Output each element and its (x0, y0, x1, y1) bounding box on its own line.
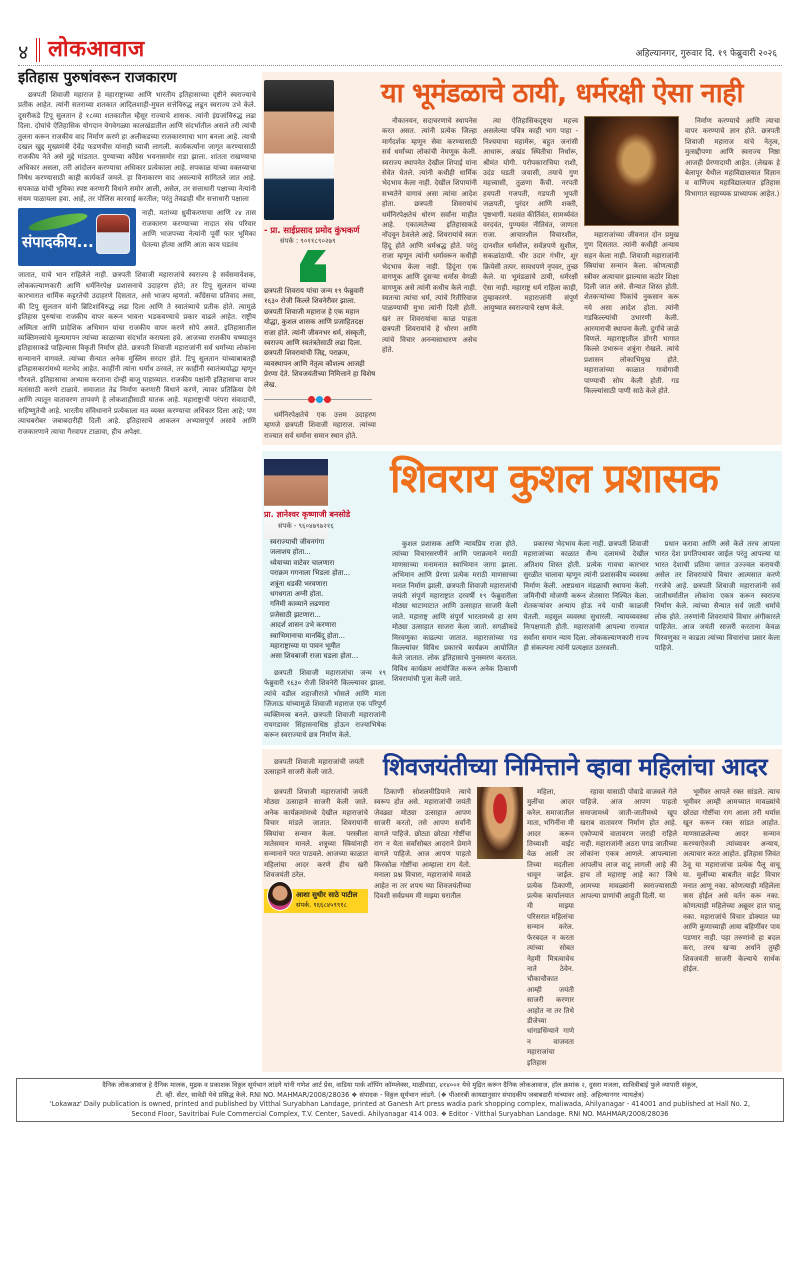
article-2-col-3 (523, 539, 648, 653)
paragraph: रहावा यासाठी पोवाडे वाजवले गेले पाहिजे. आज आपण पाहतो समाजामध्ये जाती-जातीमध्ये खूप खराब वातावरण निर्माण होत आहे. एकोप्याचे वातावरण जराही राहिले नाही. महाराजांनी अठरा पगड जातीच्या लोकांना एकत्र आणले. आपल्याला आपलीच लाज वाटू लागली आहे की हाच तो महाराष्ट्र आहे का? जिथे आमच्या मावळ्यांनी स्वराज्यासाठी आपल्या प्राणांची आहुती दिली. या (580, 788, 677, 901)
poem-line: शत्रूंना धडकी भरवणारा (270, 579, 328, 588)
paragraph: छत्रपती शिवाजी महाराजांची जयंती मोठ्या उत्साहाने साजरी केली जाते. अनेक कार्यक्रमांमध्ये देखील महाराजांचे विचार मांडले जातात. शिवरायांनी स्त्रियांचा सन्मान केला. परस्त्रीला मातेसमान मानले. शत्रूच्या स्त्रियांनाही सन्मानाने परत पाठवले. आजच्या काळात महिलांचा आदर करणे हीच खरी शिवजयंती ठरेल. (264, 788, 368, 880)
article-2-headline: शिवराय कुशल प्रशासक (390, 456, 718, 502)
inkpot-icon (96, 214, 130, 254)
dot-red (308, 396, 315, 403)
paragraph: प्रधान करावा आणि असे केले तरच आपला भारत देश प्रगतिपथावर जाईल परंतु आपल्या या भारत देशाची प्रतिमा जगात उज्ज्वल करायची असेल तर शिवरायांचे विचार आत्मसात करणे गरजेचे आहे. छत्रपती शिवाजी महाराजांनी सर्व जातीधर्मातील लोकांना एकत्र करून स्वराज्य निर्माण केले. त्यांच्या सैन्यात सर्व जाती धर्माचे लोक होते. तरुणांनी शिवरायांचे विचार अंगीकारले पाहिजेत. आज जयंती साजरी करताना केवळ मिरवणुका न काढता त्यांच्या विचारांचा प्रसार केला पाहिजे. (654, 540, 780, 653)
poem-line: गनिमी काव्याने लढणारा (270, 600, 330, 609)
poem-line: ध्येयाच्या वाटेवर चालणारा (270, 558, 335, 567)
paragraph: त्या ऐतिहासिकदृष्ट्या महत्त्व असलेल्या पवित्र काही भाग पाहा - निश्चयाचा महामेरू, बहुत जनांसी आधारू, अखंड स्थितीचा निर्धारू, श्रीमंत योगी. परोपकाराचिया राशी, उदंड घडती जयासी, तयाचे गुण महत्त्वासी, तुळणा कैंची. नरपती हयपती गजपती, गडपती भूपती जळपती, पुरंदर आणि शक्ती, पृष्ठभागी. यशवंत कीर्तिवंत, सामर्थ्यवंत वरदवंत, पुण्यवंत नीतिवंत, जाणता राजा. आचारशील विचारशील, दानशील धर्मशील, सर्वज्ञपणे सुशील, सकळांठायी. धीर उदार गंभीर, शूर क्रियेसी तत्पर. सावधपणे नृपवर, तुच्छ केले. या भूमंडळाचे ठायी, धर्मरक्षी ऐसा नाही. महाराष्ट्र धर्म राहिला काही, तुम्हाकारणे. महाराजांनी संपूर्ण आयुष्यात स्वराज्याचे रक्षण केले. (483, 117, 578, 313)
imprint-line: टी. व्ही. सेंटर, सावेडी येथे प्रसिद्ध केले. RNI NO. MAHMAR/2008/28036 ❖ संपादक - विठ्ठल सूर्यभान लांडगे. (❖ पीआरबी कायद्यानुसार संपादकीय जबाबदारी यांच्यावर आहे. अहिल्यानगर न्यायक्षेत्र) (156, 1090, 644, 1099)
masthead-divider (36, 38, 40, 62)
poem-line: असा शिवबाजी राजा घडला होता... (270, 652, 359, 661)
poem (264, 537, 386, 662)
poem-line: आदर्श शासन उभे करणारा (270, 621, 337, 630)
article-mahila-aadar (262, 749, 782, 1072)
author-badge (264, 889, 368, 913)
poem-line: जलाशय होता... (270, 548, 311, 557)
editorial-body-top (18, 90, 256, 204)
article-1-col-4-wrap (584, 116, 679, 397)
imprint-line: 'Lokawaz' Daily publication is owned, printed and published by Vitthal Suryabhan Landage, printed at Ganesh Art press wadia park shopping complex, maliwada, Ahilyanagar - 414001 and published at Hall No. 2, (49, 1100, 751, 1109)
editorial-body-bottom (18, 270, 256, 437)
author-photo (264, 80, 334, 220)
article-2-columns (264, 510, 780, 741)
poem-line: धगधगता अग्नी होता. (270, 590, 324, 599)
peacock-feather-icon (27, 210, 88, 234)
author-contact: संपर्क : ९०११८९०२७९ (280, 237, 336, 245)
author-name: प्रा. ज्ञानेश्वर कृष्णाजी बनसोडे (264, 510, 351, 519)
author-contact: संपर्क. ९६६८४५९९१८ (296, 900, 348, 909)
article-3-col-3 (527, 787, 574, 1068)
paragraph: भूमीवर आपले रक्त सांडले. त्याच भूमीवर आम्ही आमच्यात मावळ्यांचे छोट्या गोष्टींचा राग आला तरी थर्यास खून करून रक्त सांडत आहोत. माणसाळलेल्या आदर सन्मान करण्याऐवजी त्यांच्यावर अन्याय, अत्याचार करत आहोत. इतिहास जिवंत ठेवू या महाराजांचा प्रत्येक पैलू वाचू या. मुलींच्या बाबतीत वाईट विचार मनात आणू नका. कोणत्याही महिलेला त्रास होईल असे वर्तन करू नका. कोणत्याही महिलेच्या अब्रूवर हात घालू नका. महाराजांचे विचार डोक्यात घ्या आणि कुणाच्याही आया बहिणींवर पाय पडणार नाही. पहा तरुणांनो हा बदल करा, तरच खऱ्या अर्थाने तुम्ही शिवजयंती साजरी केल्याचे सार्थक होईल. (683, 788, 780, 973)
article-1-col-2 (382, 116, 477, 355)
article-1-headline: या भूमंडळाचे ठायी, धर्मरक्षी ऐसा नाही (380, 78, 744, 109)
article-2-col-1 (264, 668, 386, 741)
editorial-headline: इतिहास पुरुषांवरून राजकारण (18, 70, 177, 86)
paragraph: नाही. मतांच्या ध्रुवीकरणाचा आणि २४ तास राजकारण करण्याच्या नादात संघ परिवार आणि भाजपच्या नेत्यांनी पूर्वी फार भूमिका घेतल्या होत्या आणि आता काय घडतंय (142, 209, 256, 249)
paragraph: धर्मनिरपेक्षतेचे एक उत्तम उदाहरण म्हणजे छत्रपती शिवाजी महाराज. त्यांच्या राज्यात सर्व धर्मांना समान स्थान होते. (264, 411, 376, 440)
article-3-columns (264, 787, 780, 1068)
imprint-line: Second Floor, Savitribai Fule Commercial Complex, T.V. Center, Savedi. Ahilyanagar 414 003. ❖ Editor - Vitthal Suryabhan Landage. RNI NO. MAHMAR/2008/28036 (131, 1109, 669, 1118)
dot-blue (316, 396, 323, 403)
article-1-columns (264, 116, 780, 441)
paragraph: नौकानयन, सदाचरणाचे स्थापनेस करत असत. त्यांनी प्रत्येक जिल्हा मार्गदर्शक म्हणून सेवा करण्यासाठी सर्व धर्मांच्या लोकांची नेमणूक केली. स्वराज्य स्थापनेत देखील शिपाई यांना सेवेत घेतले. त्यांनी कधीही धार्मिक भेदभाव केला नाही. देखील शिपायांनी सभ्यतेने वागावं असा त्यांचा आदेश होता. छत्रपती शिवरायांचं धर्मनिरपेक्षतेचं धोरण सर्वांना माहीत आहे. एकात्मतेच्या इतिहासाकडे नोंदवून ठेवलेले आहे. शिवरायांचे स्वतः हिंदू होते आणि धर्मश्रद्ध होते. परंतु राजा म्हणून त्यांनी धर्मावरून कधीही भेदभाव केला नाही. हिंदूंना एक वागणूक आणि दुसऱ्या धर्मास वेगळी वागणूक असे त्यांनी कधीच केले नाही. स्वतःचा त्यांचा धर्म, त्यांचे रितीरिवाज पाळण्याची मुभा त्यांनी दिली होती. खरं तर शिवरायांचा काळ पाहता छत्रपती शिवरायांचे हे धोरण आणि त्यांचे विचार अनन्यसाधारण असेच होते. (382, 117, 477, 354)
editorial-label: संपादकीय... (22, 233, 94, 252)
paragraph: जातात, याचे भान राहिलेले नाही. छत्रपती शिवाजी महाराजांचे स्वराज्य हे सर्वसमावेशक, लोककल्याणकारी आणि धर्मनिरपेक्ष प्रशासनाचे उदाहरण होते; तर टिपू सुलतान यांच्या कारभारात धार्मिक कट्टरतेची उदाहरणे दिसतात, असे भाजप म्हणतो. काँग्रेसचा प्रतिवाद असा, की टिपू सुलतान यांनी ब्रिटिशांविरुद्ध लढा दिला आणि ते स्वातंत्र्याचे प्रतीक होते. त्यामुळे इतिहास पुरुषांचा राजकीय वापर करून भावना भडकवण्याचे प्रकार वाढले आहेत. राष्ट्रीय अस्मिता आणि प्रादेशिक अभिमान यांचा राजकीय वापर करणे सोपे असते. इतिहासातील व्यक्तिमत्त्वांचे मूल्यमापन त्यांच्या काळाच्या संदर्भात करायला हवे. आजच्या राजकीय चष्म्यातून इतिहासाकडे पाहिल्यास विकृती निर्माण होते. छत्रपती शिवाजी महाराजांनी सर्व धर्मांच्या लोकांना सन्मानाने वागवले. त्यांच्या सैन्यात अनेक मुस्लिम सरदार होते. टिपू सुलतान यांच्याबाबतही इतिहासकारांमध्ये मतभेद आहेत. काहींनी त्यांना धर्मांध ठरवले, तर काहींनी स्वातंत्र्ययोद्धा म्हणून गौरवले. इतिहासाचा अभ्यास करताना दोन्ही बाजू पाहाव्यात. राजकीय पक्षांनी इतिहासाचा वापर मतांसाठी करणे टाळावे. समाजात तेढ निर्माण करणारी विधाने करणे, त्यावर प्रतिक्रिया देणे आणि त्यातून वातावरण तापवणे हे लोकशाहीसाठी घातक आहे. महाराष्ट्राची परंपरा संवादाची, सहिष्णुतेची आहे. भारतीय संविधानाने प्रत्येकाला मत व्यक्त करण्याचा अधिकार दिला आहे; पण त्याचबरोबर जबाबदारीही दिली आहे. इतिहासाचे आकलन अभ्यासपूर्ण असावे आणि राजकारणाने त्याचा गैरवापर टाळावा, हीच अपेक्षा. (18, 271, 256, 436)
article-3-intro (264, 757, 364, 778)
article-3-col-4 (580, 787, 677, 901)
paragraph: छत्रपती शिवाजी महाराजांची जयंती उत्साहाने साजरी केली जाते. (264, 757, 364, 776)
poem-line: पराक्रम गगनाला भिडला होता... (270, 569, 351, 578)
editorial-row (18, 208, 256, 266)
page-number: ४ (18, 40, 29, 64)
pull-quote: छत्रपती शिवराय यांचा जन्म १९ फेब्रुवारी १६३० रोजी किल्ले शिवनेरीवर झाला. छत्रपती शिवाजी महाराज हे एक महान योद्धा, कुशल शासक आणि प्रजाहितदक्ष राजा होते. त्यांनी जीवनभर धर्म, संस्कृती, स्वराज्य आणि स्वतंत्रतेसाठी लढा दिला. छत्रपती शिवरायांची जिद्द, पराक्रम, व्यवस्थापन आणि नेतृत्व कौशल्य आजही प्रेरणा देते. शिवजयंतीच्या निमित्ताने हा विशेष लेख. (264, 287, 376, 389)
paragraph: कुशल प्रशासक आणि न्यायप्रिय राजा होते. त्यांच्या विचारसरणीने आणि पराक्रमाने मराठी माणसाच्या मनामनात स्वाभिमान जागा झाला. अभिमान आणि प्रेरणा प्रत्येक मराठी माणसाच्या मनात निर्माण झाली. छत्रपती शिवाजी महाराजांची जयंती संपूर्ण महाराष्ट्रात दरवर्षी १९ फेब्रुवारीला मोठ्या थाटामाटात आणि उत्साहात साजरी केली जाते. महाराष्ट्र आणि संपूर्ण भारतामध्ये हा सण मोठ्या उत्साहात साजरा केला जातो. सगळीकडे मिरवणुका काढल्या जातात. महाराजांच्या गड किल्ल्यांवर विविध प्रकारचे कार्यक्रम आयोजित केले जातात. लोक इतिहासाचे पुनस्मरण करतात. विविध कार्यक्रम आयोजित करून अनेक ठिकाणी शिवरायांची पूजा केली जाते. (392, 540, 518, 684)
editorial-column (18, 68, 256, 437)
author-photo (267, 881, 293, 911)
article-1-col-5 (685, 116, 780, 199)
article-3-col-3-wrap (477, 787, 574, 1068)
newspaper-logo: लोकआवाज (48, 37, 145, 62)
article-2-sidebar (264, 509, 386, 741)
poem-line: स्वराज्याची जीवनगंगा (270, 538, 325, 546)
editorial-side-text (142, 208, 256, 266)
paragraph: ठिकाणी सोशलमीडियाने त्याचे स्वरूप होत असे. महाराजांची जयंती जेवढ्या मोठ्या उत्साहात आपण साजरी करतो, तसे आपण सर्वांनी वागले पाहिजे. छोट्या छोट्या गोष्टींचा राग न येता सर्वांसोबत आदराने प्रेमाने वागले पाहिजे. आज आपण पाहतो किरकोळ गोष्टींचा आम्हाला राग येतो. मनाला प्रश्न विचारा, महाराजांचे मावळे आहेत ना तर शपथ घ्या शिवजयंतीच्या दिवशी सर्वप्रथम मी माझ्या घरातील (374, 788, 471, 901)
author-name: आशा सुधीर साठे पाटील (296, 890, 358, 899)
paragraph: महिला, मुलींचा आदर करेल. समाजातील माता, भगिनींना मी आदर करून तिच्याशी वाईट वेळ आली तर तिच्या मदतीला धावून जाईल. प्रत्येक ठिकाणी, प्रत्येक कार्यालयात मी माझ्या परिसरात महिलांचा सन्मान करेल. फेरबदल न करता त्यांच्या सोबत नेहमी मित्रत्वाचेच नाते ठेवेन. चौकाचौकात आम्ही जयंती साजरी करणार आहोत ना तर तिथे डीजेच्या धांगडधिंग्याने गाणे न वाजवता महाराजांचा इतिहास (527, 788, 574, 1067)
article-3-col-1 (264, 787, 368, 881)
article-3-headline: शिवजयंतीच्या निमित्ताने व्हावा महिलांचा आदर (382, 753, 768, 781)
editorial-banner (18, 208, 136, 266)
paragraph: छत्रपती शिवाजी महाराज हे महाराष्ट्राच्या आणि भारतीय इतिहासाच्या दृष्टीने स्वराज्याचे प्रतीक आहेत. त्यांनी सतराव्या शतकात आदिलशाही-मुघल सत्तेविरुद्ध लढून स्वराज्य उभे केले. दुसरीकडे टिपू सुलतान हे १८व्या शतकातील म्हैसूर राज्याचे शासक. त्यांनी इंग्रजांविरुद्ध लढा दिला. दोघांचे ऐतिहासिक योगदान वेगवेगळ्या कालखंडातील आणि संदर्भातील असले तरी त्यांची तुलना करून राजकीय वाद निर्माण करणे हा अलीकडच्या राजकारणाचा भाग बनला आहे. त्याची दखल खुद्द मुख्यमंत्री देवेंद्र फडणवीस यांनाही घ्यावी लागली. कार्यकर्त्यांना जागृत करण्यासाठी राजकीय नेते असे मुद्दे मांडतात. पुण्याच्या काँग्रेस भवनासमोर राडा झाला. शांतता राखण्याचा अधिकार असला, तरी आंदोलन करण्याचा अधिकार प्रत्येकाला आहे. सपकाळ यांच्या वक्तव्याचा निषेध करण्यासाठी काही कार्यकर्ते जमले. हा विनाकारण वाद असल्याचे सांगितले जात आहे. सपकाळ यांची भूमिका स्पष्ट करणारी विधाने समोर आली, असेल, तर सत्ताधारी पक्षाच्या नेत्यांनी संयम पाळायला हवा. आहे, तर पोलिस कारवाई करतील; परंतु तेवढाही धीर सत्ताधारी पक्षाला (18, 91, 256, 204)
article-kushal-prashasak (262, 451, 782, 745)
paragraph: प्रकारचा भेदभाव केला नाही. छत्रपती शिवाजी महाराजांच्या काळात सैन्य दलामध्ये देखील अतिशय शिस्त होती. प्रत्येक गावचा कारभार सुरळीत चालावा म्हणून त्यांनी प्रशासकीय व्यवस्था निर्माण केली. अष्टप्रधान मंडळाची स्थापना केली. जमिनीची मोजणी करून शेतसारा निश्चित केला. शेतकऱ्यांवर अन्याय होऊ नये याची काळजी घेतली. महसूल व्यवस्था सुधारली. न्यायव्यवस्था निःपक्षपाती होती. महाराजांनी आपल्या राज्यात सर्वांना समान न्याय दिला. लोककल्याणकारी राज्य ही संकल्पना त्यांनी प्रत्यक्षात उतरवली. (523, 540, 649, 653)
author-name: - प्रा. साईप्रसाद प्रमोद कुंभकर्ण (264, 225, 360, 235)
dots-divider (264, 396, 372, 404)
article-3-col-2 (374, 787, 471, 901)
article-1-col-1 (264, 410, 376, 441)
article-3-sidebar (264, 787, 368, 913)
imprint-line: दैनिक लोकआवाज हे दैनिक मालक, मुद्रक व प्रकाशक विठ्ठल सूर्यभान लांडगे यांनी गणेश आर्ट प्रेस, वाडिया पार्क शॉपिंग कॉम्प्लेक्स, माळीवाडा, ४१४००१ येथे मुद्रित करून दैनिक लोकआवाज, हॉल क्रमांक २, दुसरा मजला, सावित्रीबाई फुले व्यापारी संकुल, (102, 1081, 698, 1089)
article-2-col-2 (392, 539, 517, 685)
poem-line: महाराष्ट्राच्या या पावन भूमीत (270, 642, 340, 651)
article-3-col-5 (683, 787, 780, 974)
author-contact: संपर्क - ९६०४७९७२१६ (278, 522, 334, 530)
article-1-col-3 (483, 116, 578, 314)
paragraph: निर्माण करण्याचे आणि त्याचा वापर करण्याचे ज्ञान होते. छत्रपती शिवाजी महाराज यांचे नेतृत्व, मुत्सद्दीपणा आणि स्वराज्य निष्ठा आजही प्रेरणादायी आहेत. (लेखक हे बेलापूर येथील महाविद्यालयात विज्ञान व वाणिज्य महाविद्यालयात इतिहास विभागात सहाय्यक प्राध्यापक आहेत.) (685, 117, 780, 198)
article-dharmarakshi (262, 72, 782, 445)
article-1-sidebar (264, 80, 376, 441)
article-3-top (264, 751, 780, 783)
poem-line: स्वाभिमानाचा मानबिंदू होता... (270, 631, 345, 640)
shivaji-portrait-image (584, 116, 679, 226)
imprint-box (16, 1078, 784, 1122)
paragraph: छत्रपती शिवाजी महाराजांचा जन्म १९ फेब्रुवारी १६३० रोजी शिवनेरी किल्ल्यावर झाला. त्यांचे वडील शहाजीराजे भोसले आणि माता जिजाऊ यांच्यामुळे शिवाजी महाराज एक परिपूर्ण व्यक्तिमत्त्व बनले. छत्रपती शिवाजी महाराजांनी रायगडावर सिंहासनाधिष्ठ होऊन राज्याभिषेक करून स्वराज्याचे छत्र निर्माण केले. (264, 668, 386, 740)
poem-line: प्रजेसाठी झटणारा... (270, 610, 321, 619)
masthead (18, 38, 782, 66)
article-2-col-4 (655, 539, 780, 653)
dateline: अहिल्यानगर, गुरुवार दि. १९ फेब्रुवारी २०२६ (635, 49, 777, 59)
shivaji-portrait-image (477, 787, 523, 859)
paragraph: महाराजांच्या जीवनात दोन प्रमुख गुण दिसतात. त्यांनी कधीही अन्याय सहन केला नाही. शिवाजी महाराजांनी स्त्रियांचा सन्मान केला. कोणत्याही स्त्रीवर अत्याचार झाल्यास कठोर शिक्षा दिली जात असे. सैन्यात शिस्त होती. शेतकऱ्यांच्या पिकांचे नुकसान करू नये असा आदेश होता. त्यांनी गडकिल्ल्यांची उभारणी केली. आरमाराची स्थापना केली. दुर्गांचे जाळे विणले. महाराष्ट्रातील डोंगरी भागात किल्ले उभारून शत्रूंना रोखले. त्यांचे प्रशासन लोकाभिमुख होते. महाराजांच्या काळात गावोगावी पाण्याची सोय केली होती. गड किल्ल्यांसाठी पाणी साठे केले होते. (584, 231, 679, 396)
article-1-col-4 (584, 230, 679, 397)
quote-mark-icon (300, 250, 326, 282)
dot-red (324, 396, 331, 403)
